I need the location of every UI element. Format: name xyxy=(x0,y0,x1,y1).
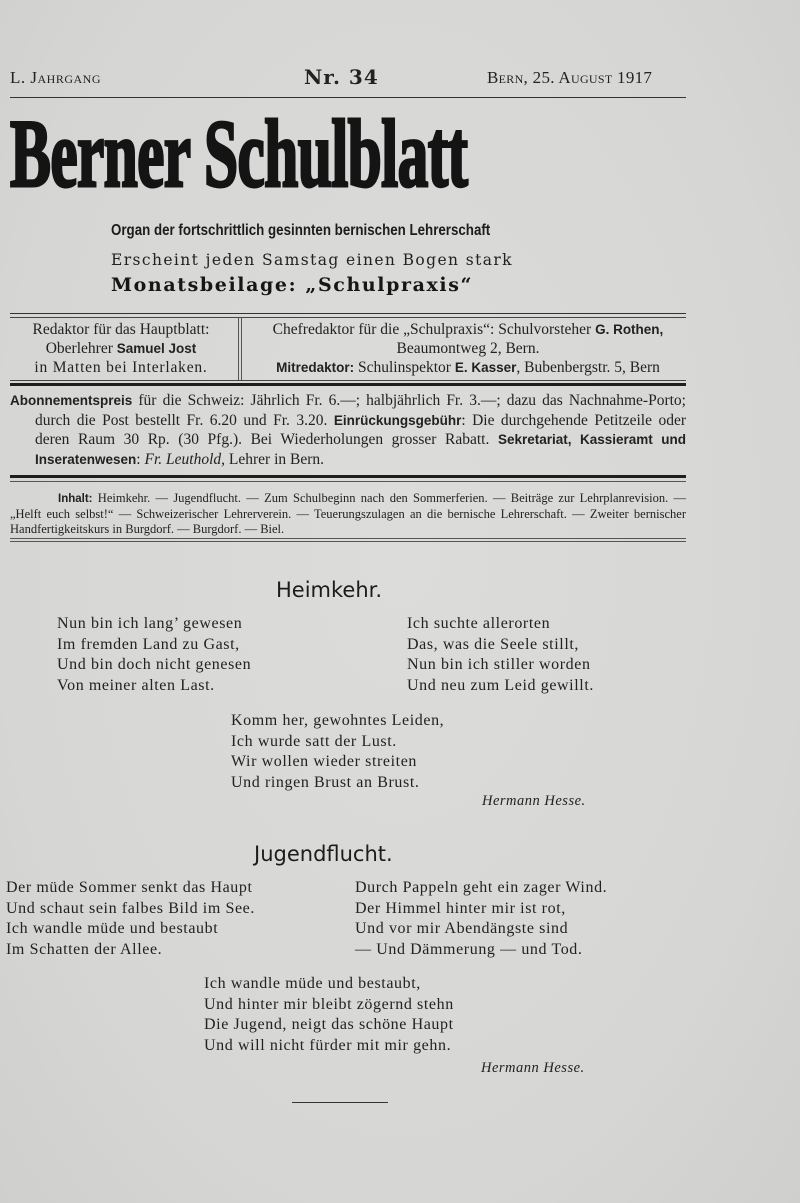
co-editor-label: Mitredaktor: xyxy=(276,360,355,375)
poem-line: Nun bin ich lang’ gewesen xyxy=(57,615,243,632)
secretariat-contact: Fr. Leuthold, xyxy=(144,450,226,468)
poem-line: Der müde Sommer senkt das Haupt xyxy=(6,879,253,896)
subscription-rule-thin xyxy=(10,481,686,482)
poem-line: Und will nicht fürder mit mir gehn. xyxy=(204,1036,452,1054)
contents-label: Inhalt: xyxy=(58,493,93,505)
poem-line: Ich suchte allerorten xyxy=(407,615,551,632)
poem-line: Nun bin ich stiller worden xyxy=(407,656,591,673)
poem-line: Ich wurde satt der Lust. xyxy=(231,732,397,750)
insertion-fee-label: Einrückungsgebühr xyxy=(333,412,462,428)
subscription-text: für die Schweiz: Jährlich Fr. 6.—; halbjährlich Fr. 3.—; dazu das Nachnahme-Porto; durch die Post bestellt Fr. 6.20 und Fr. 3.20. xyxy=(35,392,686,429)
poem-heimkehr-stanza-3 xyxy=(231,711,444,793)
poem-line: — Und Dämmerung — und Tod. xyxy=(355,940,583,958)
poem-line: Die Jugend, neigt das schöne Haupt xyxy=(204,1016,454,1033)
poem-line: Und bin doch nicht genesen xyxy=(57,656,252,673)
editor-main-address: in Matten bei Interlaken. xyxy=(34,359,208,376)
poem-title-heimkehr: Heimkehr. xyxy=(276,578,383,602)
chief-editor-address: Beaumontweg 2, Bern. xyxy=(396,340,540,357)
monthly-supplement: Monatsbeilage: „Schulpraxis“ xyxy=(111,274,474,296)
place-date: Bern, 25. August 1917 xyxy=(487,68,653,87)
editor-main-name: Samuel Jost xyxy=(116,341,197,356)
co-editor-role: Schulinspektor xyxy=(354,359,455,376)
poem-jugendflucht-stanza-1 xyxy=(6,878,255,960)
poem-line: Wir wollen wieder streiten xyxy=(231,753,418,770)
poem-jugendflucht-stanza-3 xyxy=(204,974,454,1056)
chief-editor-line xyxy=(250,320,686,339)
editor-main-title: Oberlehrer xyxy=(45,340,117,357)
poem-line: Komm her, gewohntes Leiden, xyxy=(231,712,445,729)
subscription-info xyxy=(10,391,686,469)
editors-divider-inner xyxy=(241,318,242,380)
issue-number: Nr. 34 xyxy=(304,65,379,89)
poem-jugendflucht-stanza-2 xyxy=(355,878,607,960)
poem-line: Durch Pappeln geht ein zager Wind. xyxy=(355,879,608,896)
editors-divider xyxy=(238,318,239,380)
subscription-rule-thick xyxy=(10,475,686,478)
co-editor-address: , Bubenbergstr. 5, Bern xyxy=(516,359,660,376)
header-rule xyxy=(10,97,686,98)
poem-line: Ich wandle müde und bestaubt xyxy=(6,920,219,937)
editors-rule-bottom-thin xyxy=(10,380,686,381)
poem-line: Und hinter mir bleibt zögernd stehn xyxy=(204,995,454,1013)
subscription-label: Abonnementspreis xyxy=(10,393,133,408)
editor-supplement xyxy=(250,320,686,377)
poem-line: Der Himmel hinter mir ist rot, xyxy=(355,899,566,917)
secretariat-label: Sekretariat, Kassieramt und Inseratenwesen xyxy=(35,432,686,467)
co-editor-line xyxy=(250,358,686,377)
contents-rule-2 xyxy=(10,541,686,542)
editor-main-role: Redaktor für das Hauptblatt: xyxy=(32,321,210,338)
contents-rule-1 xyxy=(10,538,686,539)
poem-title-jugendflucht: Jugendflucht. xyxy=(254,842,393,866)
poem-heimkehr-author: Hermann Hesse. xyxy=(482,793,586,809)
poem-line: Und ringen Brust an Brust. xyxy=(231,773,420,791)
poem-line: Das, was die Seele stillt, xyxy=(407,635,580,653)
poem-heimkehr-stanza-2 xyxy=(407,614,594,696)
poem-heimkehr-stanza-1 xyxy=(57,614,251,696)
section-end-rule xyxy=(292,1102,388,1103)
masthead-subtitle: Organ der fortschrittlich gesinnten bernischen Lehrerschaft xyxy=(111,222,491,239)
secretariat-contact-role: Lehrer in Bern. xyxy=(225,450,325,468)
chief-editor-role: Chefredaktor für die „Schulpraxis“: Schulvorsteher xyxy=(272,321,596,338)
editors-rule-top-inner xyxy=(10,317,686,318)
secretariat-colon: : xyxy=(136,450,145,468)
poem-line: Im Schatten der Allee. xyxy=(6,940,163,958)
chief-editor-name: G. Rothen, xyxy=(595,322,664,337)
editors-rule-top xyxy=(10,313,686,314)
editor-main xyxy=(8,320,234,377)
editors-rule-bottom-thick xyxy=(10,383,686,386)
table-of-contents xyxy=(10,491,686,537)
insertion-fee-text: : Die durchgehende Petitzeile oder deren Raum 30 Rp. (30 Pfg.). Bei Wiederholungen grosser Rabatt. xyxy=(35,411,686,448)
contents-text: Heimkehr. — Jugendflucht. — Zum Schulbeginn nach den Sommerferien. — Beiträge zur Lehrplanrevision. — „Helft euch selbst!“ — Schweizerischer Lehrerverein. — Teuerungszulagen an die bernische Lehrerschaft. — Zweiter bernischer Handfertigkeitskurs in Burgdorf. — Burgdorf. — Biel. xyxy=(10,491,686,536)
poem-line: Und schaut sein falbes Bild im See. xyxy=(6,899,255,917)
poem-jugendflucht-author: Hermann Hesse. xyxy=(481,1060,585,1076)
volume-label: L. Jahrgang xyxy=(10,68,101,87)
publication-frequency: Erscheint jeden Samstag einen Bogen stark xyxy=(111,251,513,269)
poem-line: Und neu zum Leid gewillt. xyxy=(407,676,594,694)
poem-line: Und vor mir Abendängste sind xyxy=(355,920,569,937)
poem-line: Ich wandle müde und bestaubt, xyxy=(204,975,421,992)
poem-line: Von meiner alten Last. xyxy=(57,676,215,694)
co-editor-name: E. Kasser xyxy=(454,360,517,375)
poem-line: Im fremden Land zu Gast, xyxy=(57,635,240,653)
editor-main-name-line xyxy=(8,339,234,358)
masthead-title: Berner Schulblatt xyxy=(10,100,468,207)
